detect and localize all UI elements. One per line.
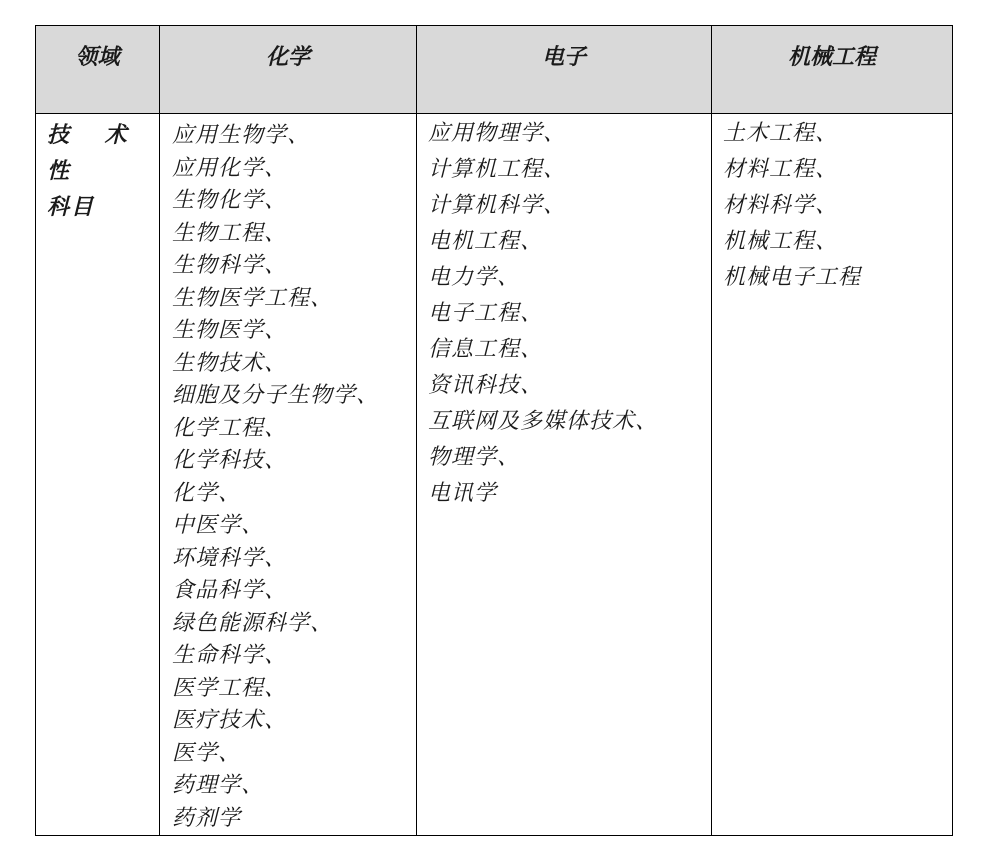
subject-item: 生命科学、 xyxy=(172,643,288,668)
subject-item: 生物医学、 xyxy=(172,318,288,343)
mechanical-cell xyxy=(712,114,953,836)
subject-item: 食品科学、 xyxy=(172,578,288,603)
mechanical-list xyxy=(712,114,952,296)
subject-item: 生物技术、 xyxy=(172,350,288,376)
subject-item: 生物医学工程、 xyxy=(172,285,334,311)
chemistry-list xyxy=(160,114,416,835)
subject-item: 应用生物学、 xyxy=(172,123,311,148)
subject-item: 信息工程、 xyxy=(428,337,544,362)
subject-item: 医疗技术、 xyxy=(172,708,288,733)
subject-item: 互联网及多媒体技术、 xyxy=(428,409,659,434)
subject-item: 化学工程、 xyxy=(172,415,288,441)
electronics-list xyxy=(417,114,711,512)
subject-item: 中医学、 xyxy=(172,513,265,538)
row-header xyxy=(36,114,159,226)
subject-item: 机械电子工程 xyxy=(723,265,862,290)
header-field: 领域 xyxy=(36,26,160,114)
subject-item: 生物化学、 xyxy=(172,188,288,213)
subject-item: 生物科学、 xyxy=(172,253,288,278)
subject-item: 材料工程、 xyxy=(723,157,839,182)
subject-item: 电子工程、 xyxy=(428,301,544,326)
subject-item: 医学、 xyxy=(172,740,242,766)
subject-item: 药剂学 xyxy=(172,805,242,831)
header-chemistry: 化学 xyxy=(160,26,417,114)
subject-item: 电力学、 xyxy=(428,265,521,290)
header-mechanical: 机械工程 xyxy=(712,26,953,114)
subject-item: 环境科学、 xyxy=(172,545,288,571)
subject-item: 计算机工程、 xyxy=(428,157,567,182)
header-row xyxy=(36,26,953,114)
row-header-cell xyxy=(36,114,160,836)
subject-item: 绿色能源科学、 xyxy=(172,610,334,636)
subjects-table xyxy=(35,25,953,836)
subject-item: 物理学、 xyxy=(428,445,521,470)
row-header-line2: 科目 xyxy=(47,195,96,220)
subject-item: 机械工程、 xyxy=(723,229,839,254)
header-electronics: 电子 xyxy=(417,26,712,114)
subject-item: 计算机科学、 xyxy=(428,193,567,218)
subject-item: 资讯科技、 xyxy=(428,373,544,398)
subject-item: 材料科学、 xyxy=(723,193,839,218)
row-header-line1: 技 术 性 xyxy=(47,123,141,184)
subject-item: 应用化学、 xyxy=(172,155,288,181)
subject-item: 电讯学 xyxy=(428,481,498,506)
subject-item: 药理学、 xyxy=(172,773,265,798)
subject-item: 医学工程、 xyxy=(172,675,288,701)
subject-item: 化学科技、 xyxy=(172,448,288,473)
subject-item: 细胞及分子生物学、 xyxy=(172,383,380,408)
subject-item: 生物工程、 xyxy=(172,220,288,246)
subject-item: 电机工程、 xyxy=(428,229,544,254)
electronics-cell xyxy=(417,114,712,836)
chemistry-cell xyxy=(160,114,417,836)
subject-item: 化学、 xyxy=(172,480,242,506)
subject-item: 应用物理学、 xyxy=(428,121,567,146)
technical-subjects-row xyxy=(36,114,953,836)
subject-item: 土木工程、 xyxy=(723,121,839,146)
